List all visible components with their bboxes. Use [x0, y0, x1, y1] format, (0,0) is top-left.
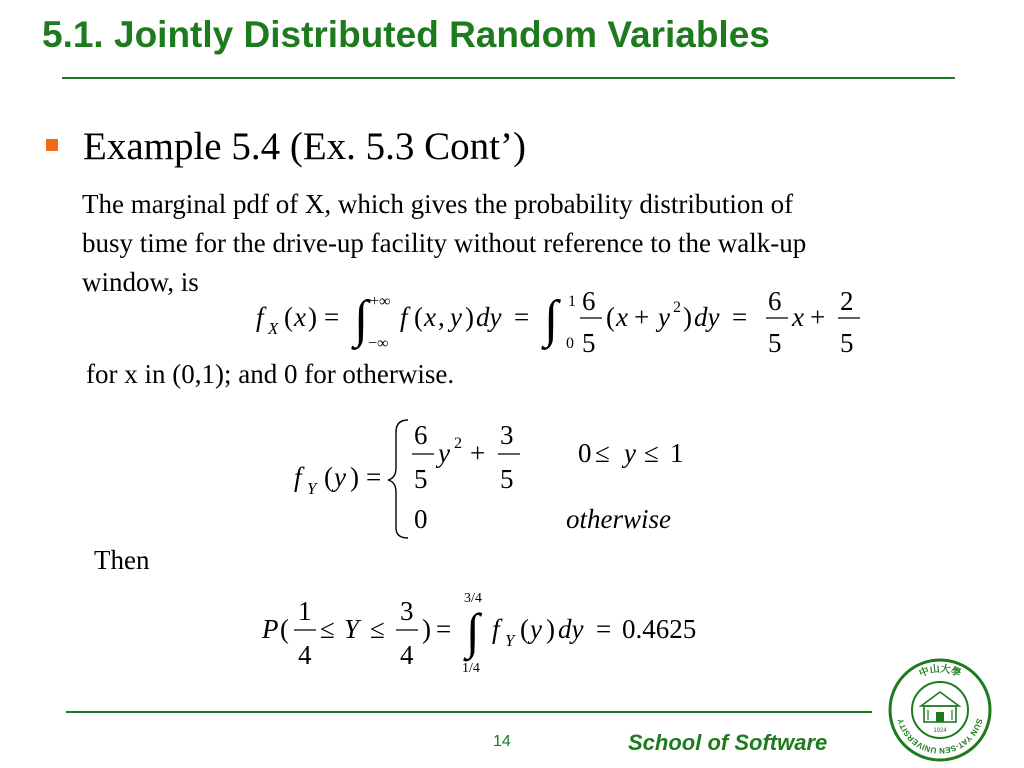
svg-text:x: x [424, 302, 436, 332]
svg-text:0: 0 [566, 335, 574, 352]
page-number: 14 [493, 733, 511, 750]
probability-result: 0.4625 [622, 614, 697, 644]
svg-text:∫: ∫ [466, 603, 480, 659]
svg-text:SUN YAT-SEN UNIVERSITY: SUN YAT-SEN UNIVERSITY [896, 717, 984, 756]
svg-text:(: ( [280, 614, 289, 644]
sun-yat-sen-university-seal-icon [888, 658, 992, 762]
svg-text:∫: ∫ [354, 291, 369, 348]
svg-text:Y: Y [307, 479, 317, 498]
svg-text:=: = [366, 462, 382, 492]
svg-text:Y: Y [505, 631, 515, 650]
svg-text:3: 3 [500, 420, 514, 450]
svg-text:0: 0 [578, 438, 592, 468]
domain-note: for x in (0,1); and 0 for otherwise. [86, 359, 455, 389]
svg-text:+: + [810, 302, 826, 332]
svg-text:+: + [634, 302, 650, 332]
svg-text:+∞: +∞ [370, 293, 391, 310]
svg-text:dy: dy [694, 302, 720, 332]
svg-text:1924: 1924 [933, 728, 947, 734]
footer-school-name: School of Software [628, 730, 828, 755]
svg-text:1/4: 1/4 [462, 661, 480, 676]
svg-text:y: y [530, 614, 542, 644]
svg-text:6: 6 [582, 286, 596, 316]
square-bullet-icon [46, 139, 58, 151]
svg-text:x: x [294, 302, 306, 332]
svg-text:=: = [324, 302, 340, 332]
svg-text:(: ( [284, 302, 293, 332]
svg-text:f: f [294, 462, 302, 492]
svg-text:(: ( [520, 614, 529, 644]
then-label: Then [94, 545, 150, 575]
svg-text:dy: dy [476, 302, 502, 332]
svg-text:2: 2 [673, 299, 681, 316]
probability-equation [258, 586, 728, 678]
slide-title: 5.1. Jointly Distributed Random Variables [42, 14, 770, 55]
svg-text:1: 1 [298, 596, 312, 626]
title-divider [62, 77, 955, 79]
svg-text:3: 3 [400, 596, 414, 626]
svg-text:0: 0 [414, 504, 428, 534]
svg-text:=: = [732, 302, 748, 332]
svg-text:,: , [438, 302, 445, 332]
svg-text:Y: Y [344, 614, 360, 644]
paragraph-line: window, is [82, 267, 199, 297]
svg-text:f: f [492, 614, 500, 644]
paragraph-line: The marginal pdf of X, which gives the probability distribution of [82, 189, 794, 219]
svg-text:(: ( [414, 302, 423, 332]
svg-text:): ) [683, 302, 692, 332]
svg-text:≤: ≤ [595, 438, 610, 468]
marginal-pdf-y-equation [290, 414, 710, 539]
paragraph-line: busy time for the drive-up facility without reference to the walk-up [82, 228, 807, 258]
svg-text:X: X [268, 319, 279, 338]
svg-text:=: = [596, 614, 612, 644]
svg-text:x: x [792, 302, 804, 332]
svg-text:≤: ≤ [370, 614, 385, 644]
svg-text:≤: ≤ [644, 438, 659, 468]
svg-text:+: + [470, 438, 486, 468]
svg-text:4: 4 [298, 640, 312, 670]
marginal-pdf-x-equation [250, 282, 870, 362]
svg-text:y: y [624, 438, 636, 468]
svg-text:=: = [514, 302, 530, 332]
svg-text:y: y [450, 302, 462, 332]
svg-text:3/4: 3/4 [464, 591, 482, 606]
svg-text:=: = [436, 614, 452, 644]
svg-text:P: P [262, 614, 279, 644]
svg-text:): ) [465, 302, 474, 332]
svg-text:中山大學: 中山大學 [917, 663, 963, 680]
svg-text:): ) [308, 302, 317, 332]
svg-text:≤: ≤ [320, 614, 335, 644]
svg-text:∫: ∫ [544, 291, 559, 348]
svg-text:1: 1 [670, 438, 684, 468]
example-heading: Example 5.4 (Ex. 5.3 Cont’) [83, 125, 526, 168]
svg-text:5: 5 [500, 464, 514, 494]
svg-text:6: 6 [414, 420, 428, 450]
svg-text:x: x [616, 302, 628, 332]
svg-text:2: 2 [454, 435, 462, 452]
svg-text:(: ( [324, 462, 333, 492]
svg-text:5: 5 [840, 328, 854, 358]
svg-text:5: 5 [582, 328, 596, 358]
svg-text:1: 1 [568, 293, 576, 310]
otherwise-label: otherwise [566, 504, 671, 534]
svg-text:y: y [658, 302, 670, 332]
svg-text:2: 2 [840, 286, 854, 316]
svg-text:f: f [256, 302, 264, 332]
svg-text:f: f [400, 302, 408, 332]
svg-text:): ) [422, 614, 431, 644]
svg-text:(: ( [606, 302, 615, 332]
svg-text:−∞: −∞ [368, 335, 389, 352]
svg-text:5: 5 [768, 328, 782, 358]
footer-divider [66, 711, 872, 713]
svg-text:): ) [546, 614, 555, 644]
svg-text:5: 5 [414, 464, 428, 494]
svg-text:y: y [334, 462, 346, 492]
svg-text:4: 4 [400, 640, 414, 670]
svg-text:): ) [350, 462, 359, 492]
svg-text:6: 6 [768, 286, 782, 316]
svg-text:y: y [438, 438, 450, 468]
svg-text:dy: dy [558, 614, 584, 644]
